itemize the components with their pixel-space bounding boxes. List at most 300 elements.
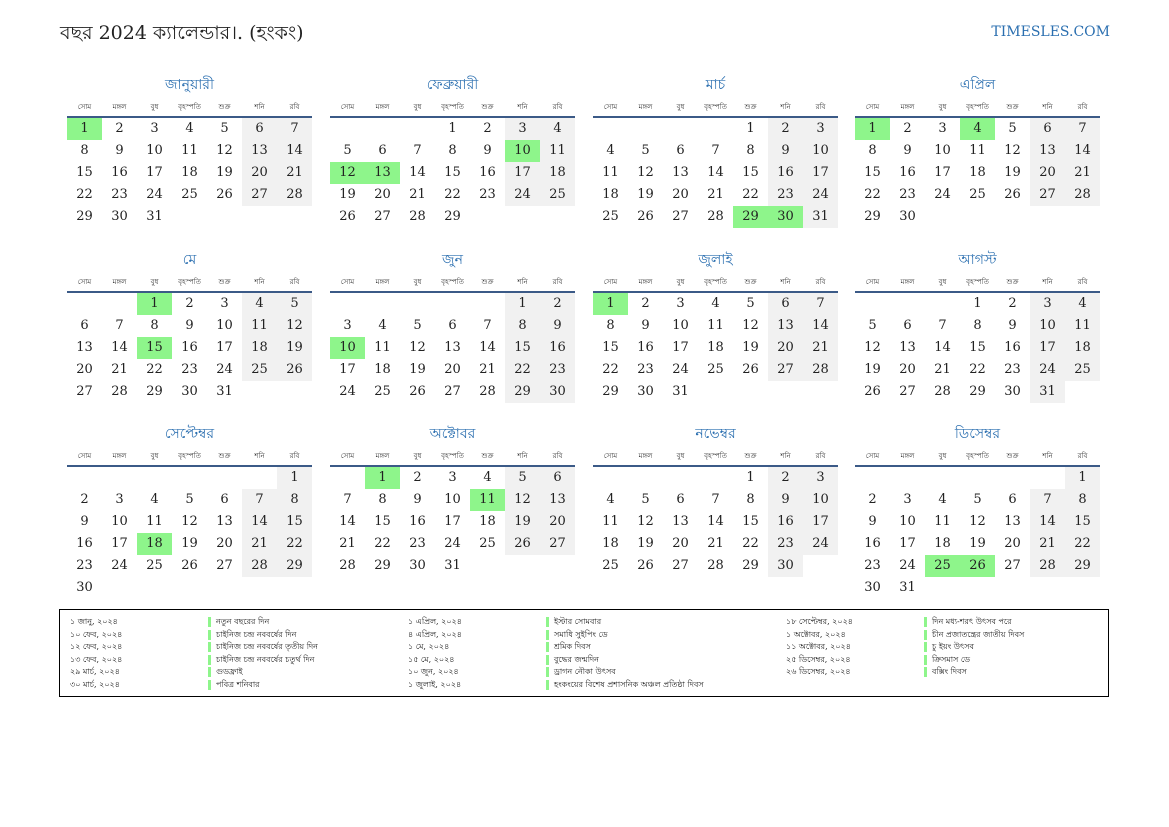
day-cell[interactable]: 26 [216,187,233,202]
day-cell[interactable]: 21 [242,533,277,555]
day-cell[interactable]: 3 [115,492,124,507]
day-cell[interactable]: 29 [969,384,986,399]
day-cell[interactable]: 27 [444,384,461,399]
day-cell[interactable]: 2 [115,121,124,136]
day-cell[interactable]: 25 [146,558,163,573]
day-cell[interactable]: 10 [899,514,916,529]
day-cell[interactable]: 22 [146,362,163,377]
day-cell[interactable]: 2 [641,296,650,311]
day-cell[interactable]: 26 [960,555,995,577]
day-cell[interactable]: 11 [374,340,391,355]
day-cell[interactable]: 29 [733,206,768,228]
day-cell[interactable]: 26 [637,209,654,224]
day-cell[interactable]: 17 [672,340,689,355]
day-cell[interactable]: 5 [746,296,755,311]
day-cell[interactable]: 7 [1030,489,1065,511]
day-cell[interactable]: 21 [479,362,496,377]
day-cell[interactable]: 9 [413,492,422,507]
day-cell[interactable]: 8 [746,143,755,158]
day-cell[interactable]: 30 [540,381,575,403]
day-cell[interactable]: 24 [444,536,461,551]
day-cell[interactable]: 25 [925,555,960,577]
day-cell[interactable]: 26 [409,384,426,399]
day-cell[interactable]: 9 [903,143,912,158]
day-cell[interactable]: 22 [602,362,619,377]
day-cell[interactable]: 16 [1004,340,1021,355]
day-cell[interactable]: 3 [903,492,912,507]
day-cell[interactable]: 30 [409,558,426,573]
day-cell[interactable]: 21 [277,162,312,184]
day-cell[interactable]: 19 [339,187,356,202]
day-cell[interactable]: 27 [242,184,277,206]
day-cell[interactable]: 24 [216,362,233,377]
day-cell[interactable]: 29 [444,209,461,224]
day-cell[interactable]: 1 [1065,467,1100,489]
day-cell[interactable]: 27 [672,209,689,224]
day-cell[interactable]: 4 [150,492,159,507]
day-cell[interactable]: 5 [413,318,422,333]
day-cell[interactable]: 21 [707,536,724,551]
day-cell[interactable]: 11 [707,318,724,333]
day-cell[interactable]: 7 [803,293,838,315]
day-cell[interactable]: 6 [220,492,229,507]
day-cell[interactable]: 21 [1030,533,1065,555]
day-cell[interactable]: 9 [868,514,877,529]
day-cell[interactable]: 10 [444,492,461,507]
day-cell[interactable]: 7 [1065,118,1100,140]
day-cell[interactable]: 25 [602,558,619,573]
day-cell[interactable]: 7 [938,318,947,333]
day-cell[interactable]: 18 [242,337,277,359]
day-cell[interactable]: 13 [672,514,689,529]
day-cell[interactable]: 3 [938,121,947,136]
day-cell[interactable]: 21 [111,362,128,377]
day-cell[interactable]: 30 [1004,384,1021,399]
day-cell[interactable]: 19 [409,362,426,377]
day-cell[interactable]: 17 [146,165,163,180]
day-cell[interactable]: 7 [343,492,352,507]
day-cell[interactable]: 2 [868,492,877,507]
day-cell[interactable]: 11 [602,514,619,529]
day-cell[interactable]: 3 [343,318,352,333]
day-cell[interactable]: 13 [540,489,575,511]
day-cell[interactable]: 24 [111,558,128,573]
day-cell[interactable]: 2 [413,470,422,485]
day-cell[interactable]: 17 [216,340,233,355]
day-cell[interactable]: 9 [768,489,803,511]
day-cell[interactable]: 30 [864,580,881,595]
day-cell[interactable]: 9 [768,140,803,162]
day-cell[interactable]: 17 [803,511,838,533]
day-cell[interactable]: 1 [448,121,457,136]
day-cell[interactable]: 12 [277,315,312,337]
day-cell[interactable]: 29 [76,209,93,224]
day-cell[interactable]: 11 [1065,315,1100,337]
day-cell[interactable]: 30 [181,384,198,399]
day-cell[interactable]: 15 [137,337,172,359]
day-cell[interactable]: 12 [505,489,540,511]
day-cell[interactable]: 12 [1004,143,1021,158]
day-cell[interactable]: 27 [899,384,916,399]
day-cell[interactable]: 3 [505,118,540,140]
day-cell[interactable]: 24 [672,362,689,377]
day-cell[interactable]: 4 [483,470,492,485]
day-cell[interactable]: 16 [637,340,654,355]
day-cell[interactable]: 29 [602,384,619,399]
day-cell[interactable]: 31 [444,558,461,573]
day-cell[interactable]: 8 [606,318,615,333]
day-cell[interactable]: 11 [934,514,951,529]
day-cell[interactable]: 16 [181,340,198,355]
day-cell[interactable]: 21 [1065,162,1100,184]
day-cell[interactable]: 10 [934,143,951,158]
day-cell[interactable]: 17 [934,165,951,180]
day-cell[interactable]: 4 [1065,293,1100,315]
day-cell[interactable]: 28 [479,384,496,399]
day-cell[interactable]: 24 [803,184,838,206]
day-cell[interactable]: 21 [803,337,838,359]
day-cell[interactable]: 16 [768,511,803,533]
day-cell[interactable]: 8 [1065,489,1100,511]
day-cell[interactable]: 18 [137,533,172,555]
day-cell[interactable]: 22 [76,187,93,202]
day-cell[interactable]: 5 [973,492,982,507]
day-cell[interactable]: 3 [220,296,229,311]
day-cell[interactable]: 6 [1030,118,1065,140]
day-cell[interactable]: 30 [76,580,93,595]
day-cell[interactable]: 14 [707,165,724,180]
day-cell[interactable]: 10 [672,318,689,333]
day-cell[interactable]: 25 [1065,359,1100,381]
day-cell[interactable]: 10 [505,140,540,162]
day-cell[interactable]: 14 [1030,511,1065,533]
day-cell[interactable]: 28 [277,184,312,206]
day-cell[interactable]: 1 [365,467,400,489]
day-cell[interactable]: 14 [707,514,724,529]
day-cell[interactable]: 2 [80,492,89,507]
day-cell[interactable]: 10 [803,489,838,511]
day-cell[interactable]: 11 [146,514,163,529]
day-cell[interactable]: 25 [374,384,391,399]
day-cell[interactable]: 20 [1004,536,1021,551]
day-cell[interactable]: 9 [483,143,492,158]
day-cell[interactable]: 14 [277,140,312,162]
day-cell[interactable]: 5 [641,492,650,507]
day-cell[interactable]: 21 [409,187,426,202]
day-cell[interactable]: 19 [864,362,881,377]
day-cell[interactable]: 31 [146,209,163,224]
day-cell[interactable]: 10 [803,140,838,162]
day-cell[interactable]: 17 [339,362,356,377]
day-cell[interactable]: 2 [540,293,575,315]
day-cell[interactable]: 9 [1008,318,1017,333]
day-cell[interactable]: 4 [242,293,277,315]
day-cell[interactable]: 13 [672,165,689,180]
day-cell[interactable]: 19 [969,536,986,551]
day-cell[interactable]: 27 [1030,184,1065,206]
day-cell[interactable]: 24 [505,184,540,206]
day-cell[interactable]: 16 [899,165,916,180]
day-cell[interactable]: 10 [330,337,365,359]
day-cell[interactable]: 24 [339,384,356,399]
day-cell[interactable]: 30 [768,206,803,228]
day-cell[interactable]: 24 [934,187,951,202]
day-cell[interactable]: 11 [602,165,619,180]
day-cell[interactable]: 5 [185,492,194,507]
day-cell[interactable]: 1 [277,467,312,489]
day-cell[interactable]: 14 [479,340,496,355]
day-cell[interactable]: 7 [711,143,720,158]
day-cell[interactable]: 24 [146,187,163,202]
day-cell[interactable]: 11 [540,140,575,162]
day-cell[interactable]: 26 [181,558,198,573]
day-cell[interactable]: 14 [803,315,838,337]
day-cell[interactable]: 23 [768,533,803,555]
day-cell[interactable]: 23 [637,362,654,377]
day-cell[interactable]: 8 [868,143,877,158]
day-cell[interactable]: 28 [803,359,838,381]
day-cell[interactable]: 8 [973,318,982,333]
day-cell[interactable]: 2 [483,121,492,136]
day-cell[interactable]: 3 [448,470,457,485]
day-cell[interactable]: 18 [1065,337,1100,359]
day-cell[interactable]: 20 [76,362,93,377]
day-cell[interactable]: 20 [540,511,575,533]
day-cell[interactable]: 19 [505,511,540,533]
day-cell[interactable]: 4 [606,143,615,158]
day-cell[interactable]: 2 [185,296,194,311]
day-cell[interactable]: 9 [185,318,194,333]
day-cell[interactable]: 10 [146,143,163,158]
day-cell[interactable]: 25 [181,187,198,202]
day-cell[interactable]: 22 [1065,533,1100,555]
day-cell[interactable]: 26 [1004,187,1021,202]
day-cell[interactable]: 17 [803,162,838,184]
day-cell[interactable]: 27 [374,209,391,224]
day-cell[interactable]: 15 [969,340,986,355]
day-cell[interactable]: 23 [409,536,426,551]
day-cell[interactable]: 6 [448,318,457,333]
day-cell[interactable]: 10 [1030,315,1065,337]
day-cell[interactable]: 5 [505,467,540,489]
day-cell[interactable]: 16 [768,162,803,184]
day-cell[interactable]: 8 [746,492,755,507]
day-cell[interactable]: 9 [540,315,575,337]
day-cell[interactable]: 14 [339,514,356,529]
day-cell[interactable]: 29 [277,555,312,577]
day-cell[interactable]: 13 [899,340,916,355]
day-cell[interactable]: 17 [444,514,461,529]
day-cell[interactable]: 30 [111,209,128,224]
day-cell[interactable]: 16 [409,514,426,529]
day-cell[interactable]: 10 [216,318,233,333]
day-cell[interactable]: 29 [505,381,540,403]
day-cell[interactable]: 27 [540,533,575,555]
day-cell[interactable]: 12 [637,514,654,529]
day-cell[interactable]: 14 [1065,140,1100,162]
day-cell[interactable]: 23 [76,558,93,573]
day-cell[interactable]: 12 [181,514,198,529]
day-cell[interactable]: 18 [602,536,619,551]
day-cell[interactable]: 27 [216,558,233,573]
day-cell[interactable]: 1 [855,118,890,140]
day-cell[interactable]: 1 [746,121,755,136]
day-cell[interactable]: 26 [864,384,881,399]
day-cell[interactable]: 17 [899,536,916,551]
day-cell[interactable]: 2 [903,121,912,136]
day-cell[interactable]: 8 [150,318,159,333]
day-cell[interactable]: 30 [768,555,803,577]
day-cell[interactable]: 15 [602,340,619,355]
day-cell[interactable]: 7 [711,492,720,507]
day-cell[interactable]: 1 [746,470,755,485]
day-cell[interactable]: 5 [868,318,877,333]
day-cell[interactable]: 16 [540,337,575,359]
day-cell[interactable]: 25 [242,359,277,381]
day-cell[interactable]: 28 [242,555,277,577]
day-cell[interactable]: 15 [277,511,312,533]
day-cell[interactable]: 12 [969,514,986,529]
day-cell[interactable]: 10 [111,514,128,529]
day-cell[interactable]: 11 [181,143,198,158]
day-cell[interactable]: 19 [216,165,233,180]
day-cell[interactable]: 4 [960,118,995,140]
day-cell[interactable]: 15 [505,337,540,359]
day-cell[interactable]: 26 [505,533,540,555]
day-cell[interactable]: 6 [242,118,277,140]
day-cell[interactable]: 17 [111,536,128,551]
day-cell[interactable]: 11 [470,489,505,511]
day-cell[interactable]: 13 [1030,140,1065,162]
day-cell[interactable]: 13 [242,140,277,162]
day-cell[interactable]: 18 [540,162,575,184]
day-cell[interactable]: 19 [637,187,654,202]
day-cell[interactable]: 23 [1004,362,1021,377]
day-cell[interactable]: 26 [742,362,759,377]
day-cell[interactable]: 12 [409,340,426,355]
day-cell[interactable]: 19 [277,337,312,359]
day-cell[interactable]: 31 [216,384,233,399]
day-cell[interactable]: 20 [672,536,689,551]
day-cell[interactable]: 1 [137,293,172,315]
day-cell[interactable]: 21 [339,536,356,551]
day-cell[interactable]: 22 [374,536,391,551]
day-cell[interactable]: 12 [330,162,365,184]
day-cell[interactable]: 22 [969,362,986,377]
day-cell[interactable]: 5 [641,143,650,158]
day-cell[interactable]: 20 [768,337,803,359]
day-cell[interactable]: 23 [181,362,198,377]
day-cell[interactable]: 15 [374,514,391,529]
day-cell[interactable]: 19 [637,536,654,551]
day-cell[interactable]: 3 [150,121,159,136]
day-cell[interactable]: 12 [637,165,654,180]
day-cell[interactable]: 8 [448,143,457,158]
day-cell[interactable]: 28 [409,209,426,224]
day-cell[interactable]: 28 [707,558,724,573]
day-cell[interactable]: 18 [934,536,951,551]
day-cell[interactable]: 6 [768,293,803,315]
day-cell[interactable]: 27 [672,558,689,573]
day-cell[interactable]: 13 [76,340,93,355]
day-cell[interactable]: 16 [76,536,93,551]
day-cell[interactable]: 15 [444,165,461,180]
day-cell[interactable]: 29 [146,384,163,399]
day-cell[interactable]: 11 [242,315,277,337]
day-cell[interactable]: 15 [76,165,93,180]
day-cell[interactable]: 9 [80,514,89,529]
day-cell[interactable]: 3 [1030,293,1065,315]
day-cell[interactable]: 23 [864,558,881,573]
day-cell[interactable]: 2 [768,118,803,140]
day-cell[interactable]: 26 [637,558,654,573]
day-cell[interactable]: 4 [606,492,615,507]
day-cell[interactable]: 9 [641,318,650,333]
day-cell[interactable]: 30 [637,384,654,399]
day-cell[interactable]: 4 [378,318,387,333]
day-cell[interactable]: 20 [444,362,461,377]
day-cell[interactable]: 22 [444,187,461,202]
day-cell[interactable]: 6 [540,467,575,489]
day-cell[interactable]: 24 [899,558,916,573]
day-cell[interactable]: 4 [938,492,947,507]
day-cell[interactable]: 13 [216,514,233,529]
day-cell[interactable]: 18 [374,362,391,377]
day-cell[interactable]: 14 [111,340,128,355]
day-cell[interactable]: 6 [80,318,89,333]
day-cell[interactable]: 7 [483,318,492,333]
day-cell[interactable]: 19 [1004,165,1021,180]
day-cell[interactable]: 23 [540,359,575,381]
day-cell[interactable]: 4 [185,121,194,136]
day-cell[interactable]: 13 [444,340,461,355]
day-cell[interactable]: 1 [505,293,540,315]
day-cell[interactable]: 25 [479,536,496,551]
day-cell[interactable]: 30 [899,209,916,224]
day-cell[interactable]: 4 [711,296,720,311]
day-cell[interactable]: 15 [1065,511,1100,533]
day-cell[interactable]: 7 [242,489,277,511]
day-cell[interactable]: 18 [969,165,986,180]
day-cell[interactable]: 16 [479,165,496,180]
day-cell[interactable]: 21 [934,362,951,377]
day-cell[interactable]: 25 [707,362,724,377]
day-cell[interactable]: 28 [934,384,951,399]
day-cell[interactable]: 29 [374,558,391,573]
day-cell[interactable]: 2 [768,467,803,489]
day-cell[interactable]: 28 [339,558,356,573]
day-cell[interactable]: 3 [676,296,685,311]
day-cell[interactable]: 3 [803,467,838,489]
day-cell[interactable]: 22 [277,533,312,555]
day-cell[interactable]: 25 [602,209,619,224]
day-cell[interactable]: 31 [803,206,838,228]
day-cell[interactable]: 14 [409,165,426,180]
day-cell[interactable]: 20 [672,187,689,202]
day-cell[interactable]: 2 [1008,296,1017,311]
day-cell[interactable]: 27 [76,384,93,399]
day-cell[interactable]: 7 [115,318,124,333]
day-cell[interactable]: 13 [768,315,803,337]
day-cell[interactable]: 23 [768,184,803,206]
day-cell[interactable]: 22 [505,359,540,381]
day-cell[interactable]: 21 [707,187,724,202]
day-cell[interactable]: 13 [1004,514,1021,529]
day-cell[interactable]: 8 [80,143,89,158]
day-cell[interactable]: 6 [676,492,685,507]
day-cell[interactable]: 6 [1008,492,1017,507]
day-cell[interactable]: 28 [111,384,128,399]
